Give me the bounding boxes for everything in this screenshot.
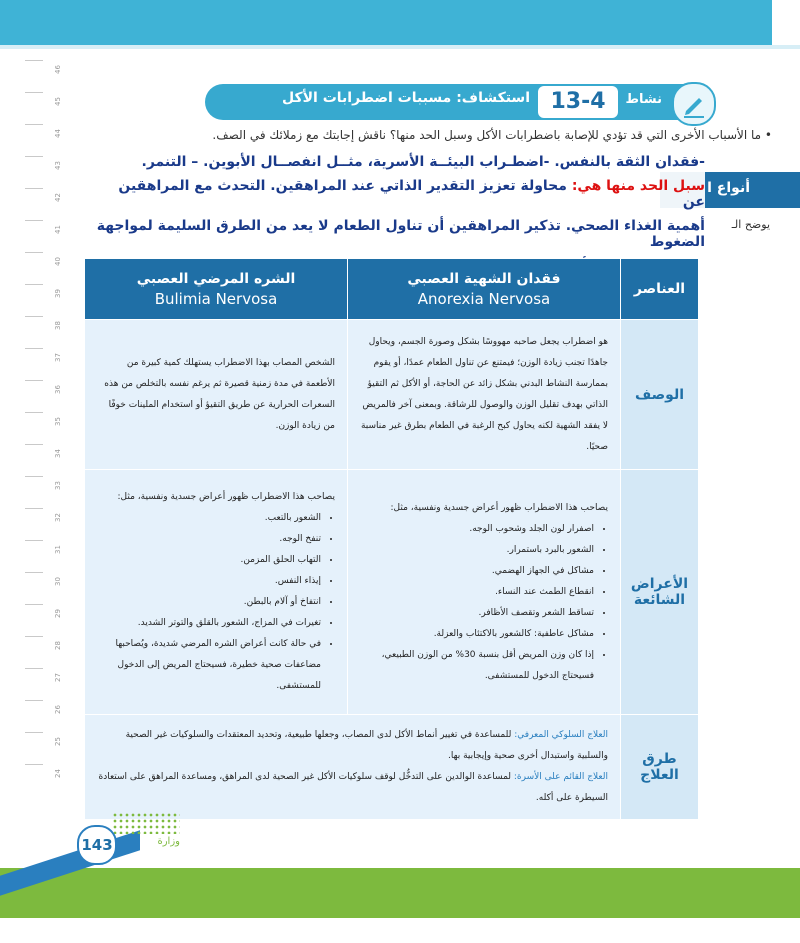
bulimia-symptoms: [85, 470, 348, 715]
ministry-logo-dots: [112, 812, 180, 834]
ruler-tick: [25, 92, 43, 93]
ruler-number: 36: [54, 385, 62, 394]
activity-number: 13-4: [538, 86, 618, 118]
anorexia-symptom-list: [360, 519, 608, 687]
ruler-number: 24: [54, 769, 62, 778]
ruler-tick: [25, 60, 43, 61]
ruler-number: 34: [54, 449, 62, 458]
section-intro: يوضح الـ: [731, 218, 770, 231]
header-bulimia: [85, 259, 348, 320]
ruler-tick: [25, 444, 43, 445]
ruler-tick: [25, 348, 43, 349]
ruler-tick: [25, 476, 43, 477]
ruler-number: 26: [54, 705, 62, 714]
ruler-number: 32: [54, 513, 62, 522]
symptom-item: • تغيرات في المزاج، الشعور بالقلق والتوتر الشديد.: [97, 613, 321, 634]
ruler-tick: [25, 668, 43, 669]
treatment-2-heading: العلاج القائم على الأسرة:: [513, 772, 608, 782]
ruler-number: 41: [54, 225, 62, 234]
symptom-item: • في حالة كانت أعراض الشره المرضي شديدة، ويُصاحبها مضاعفات صحية خطيرة، فسيحتاج المريض إلى الدخول للمستشفى.: [97, 634, 321, 697]
row-head-description: الوصف: [621, 320, 699, 470]
anorexia-symptoms: [348, 470, 621, 715]
answer-overlay: [95, 150, 705, 272]
ruler-number: 40: [54, 257, 62, 266]
ruler-number: 31: [54, 545, 62, 554]
header-anorexia-ar: فقدان الشهية العصبي: [407, 270, 561, 287]
ruler-number: 27: [54, 673, 62, 682]
header-anorexia: [348, 259, 621, 320]
ruler-number: 25: [54, 737, 62, 746]
top-banner: [0, 0, 772, 45]
ruler-number: 29: [54, 609, 62, 618]
ruler-tick: [25, 572, 43, 573]
ruler-number: 46: [54, 65, 62, 74]
treatment-methods: [85, 715, 621, 820]
treatment-1: [97, 725, 608, 767]
activity-question: [60, 128, 772, 142]
bullet-icon: •: [761, 128, 772, 142]
treatment-2: [97, 767, 608, 809]
ruler-tick: [25, 316, 43, 317]
ruler-tick: [25, 700, 43, 701]
ruler-number: 30: [54, 577, 62, 586]
header-bulimia-en: Bulimia Nervosa: [154, 289, 278, 308]
symptom-item: • انتفاخ أو آلام بالبطن.: [97, 592, 321, 613]
ruler-tick: [25, 412, 43, 413]
symptom-item: • إذا كان وزن المريض أقل بنسبة 30% من الوزن الطبيعي، فسيحتاج الدخول للمستشفى.: [360, 645, 594, 687]
symptom-item: • إيذاء النفس.: [97, 571, 321, 592]
symptom-item: • اصفرار لون الجلد وشحوب الوجه.: [360, 519, 594, 540]
table-header-row: [85, 259, 699, 320]
ruler-tick: [25, 732, 43, 733]
ruler-tick: [25, 540, 43, 541]
page-number: 143: [77, 825, 117, 865]
ruler-number: 37: [54, 353, 62, 362]
ruler-tick: [25, 380, 43, 381]
ruler-tick: [25, 188, 43, 189]
ruler-number: 43: [54, 161, 62, 170]
answer-line-1: -فقدان الثقة بالنفس. -اضطـراب البيئــة الأسرية، مثــل انفصــال الأبوين. – التنمر.: [141, 154, 705, 170]
symptom-item: • تنفخ الوجه.: [97, 529, 321, 550]
ruler-tick: [25, 284, 43, 285]
table-row: [85, 320, 699, 470]
symptom-item: • مشاكل في الجهاز الهضمي.: [360, 561, 594, 582]
header-bulimia-ar: الشره المرضي العصبي: [136, 270, 296, 287]
header-anorexia-en: Anorexia Nervosa: [417, 289, 551, 308]
treatment-2-text: لمساعدة الوالدين على التدخُّل لوقف سلوكيات الأكل غير الصحية لدى المراهق، ومساعدة المراهق على استعادة السيطرة على أكله.: [98, 772, 608, 803]
ruler-number: 33: [54, 481, 62, 490]
ruler-tick: [25, 764, 43, 765]
pencil-icon: [672, 82, 716, 126]
table-row: [85, 470, 699, 715]
answer-line-2-text: محاولة تعزيز التقدير الذاتي عند المراهقين. التحدث مع المراهقين عن: [118, 178, 705, 210]
ruler-tick: [25, 156, 43, 157]
question-text: ما الأسباب الأخرى التي قد تؤدي للإصابة باضطرابات الأكل وسبل الحد منها؟ ناقش إجابتك مع زملائك في الصف.: [212, 128, 762, 142]
ruler-tick: [25, 124, 43, 125]
bulimia-symptoms-intro: يصاحب هذا الاضطراب ظهور أعراض جسدية ونفسية، مثل:: [117, 492, 335, 502]
bulimia-symptom-list: [97, 508, 335, 697]
ruler-number: 39: [54, 289, 62, 298]
page-ruler: [25, 60, 62, 850]
ruler-number: 38: [54, 321, 62, 330]
ruler-number: 35: [54, 417, 62, 426]
anorexia-description: هو اضطراب يجعل صاحبه مهووسًا بشكل وصورة الجسم، ويحاول جاهدًا تجنب زيادة الوزن؛ فيمتنع عن تناول الطعام عمدًا، أو يقوم بممارسة النشاط البدني بشكل زائد عن الحاجة، أو الأكل ثم التقيؤ الذاتي بهدف تقليل الوزن والوصول للرشاقة. وبمعنى آخر فالمريض لا يفقد الشهية لكنه يحاول كبح الرغبة في الطعام بطرق غير مناسبة صحيًا.: [348, 320, 621, 470]
ministry-logo: وزارة: [157, 836, 180, 847]
top-banner-stripe: [0, 45, 800, 49]
treatment-1-heading: العلاج السلوكي المعرفي:: [514, 730, 608, 740]
ruler-number: 28: [54, 641, 62, 650]
answer-line-2: [95, 178, 705, 210]
ruler-tick: [25, 252, 43, 253]
ruler-number: 45: [54, 97, 62, 106]
symptom-item: • انقطاع الطمث عند النساء.: [360, 582, 594, 603]
ruler-number: 44: [54, 129, 62, 138]
activity-label: نشاط: [625, 92, 662, 107]
row-head-symptoms: الأعراض الشائعة: [621, 470, 699, 715]
activity-title-prefix: استكشاف:: [456, 90, 530, 106]
ruler-tick: [25, 604, 43, 605]
ruler-tick: [25, 508, 43, 509]
eating-disorders-table: [84, 258, 699, 820]
section-header: أنواع ا: [707, 180, 750, 196]
treatment-1-text: للمساعدة في تغيير أنماط الأكل لدى المصاب، وجعلها طبيعية، وتحديد المعتقدات والسلوكيات غير الصحية والسلبية واستبدال أخرى صحية وإيجابية بها.: [125, 730, 608, 761]
header-elements: العناصر: [621, 259, 699, 320]
anorexia-symptoms-intro: يصاحب هذا الاضطراب ظهور أعراض جسدية ونفسية، مثل:: [390, 502, 608, 513]
symptom-item: • الشعور بالتعب.: [97, 508, 321, 529]
bulimia-description: الشخص المصاب بهذا الاضطراب يستهلك كمية كبيرة من الأطعمة في مدة زمنية قصيرة ثم يرغم نفسه بالتخلص من هذه السعرات الحرارية عن طريق التقيؤ أو استخدام الملينات خوفًا من زيادة الوزن.: [85, 320, 348, 470]
ruler-number: 42: [54, 193, 62, 202]
symptom-item: • مشاكل عاطفية: كالشعور بالاكتئاب والعزلة.: [360, 624, 594, 645]
answer-line-3: أهمية الغذاء الصحي. تذكير المراهقين أن تناول الطعام لا يعد من الطرق السليمة لمواجهة الضغوط: [96, 218, 705, 250]
ruler-tick: [25, 636, 43, 637]
symptom-item: • الشعور بالبرد باستمرار.: [360, 540, 594, 561]
ruler-tick: [25, 220, 43, 221]
symptom-item: • تساقط الشعر وتقصف الأظافر.: [360, 603, 594, 624]
symptom-item: • التهاب الحلق المزمن.: [97, 550, 321, 571]
answer-heading: سبل الحد منها هي:: [571, 178, 705, 194]
activity-title: [250, 90, 530, 114]
row-head-treatment: طرق العلاج: [621, 715, 699, 820]
activity-title-text: مسببات اضطرابات الأكل: [281, 90, 452, 106]
table-row: [85, 715, 699, 820]
bottom-banner: [0, 868, 800, 918]
